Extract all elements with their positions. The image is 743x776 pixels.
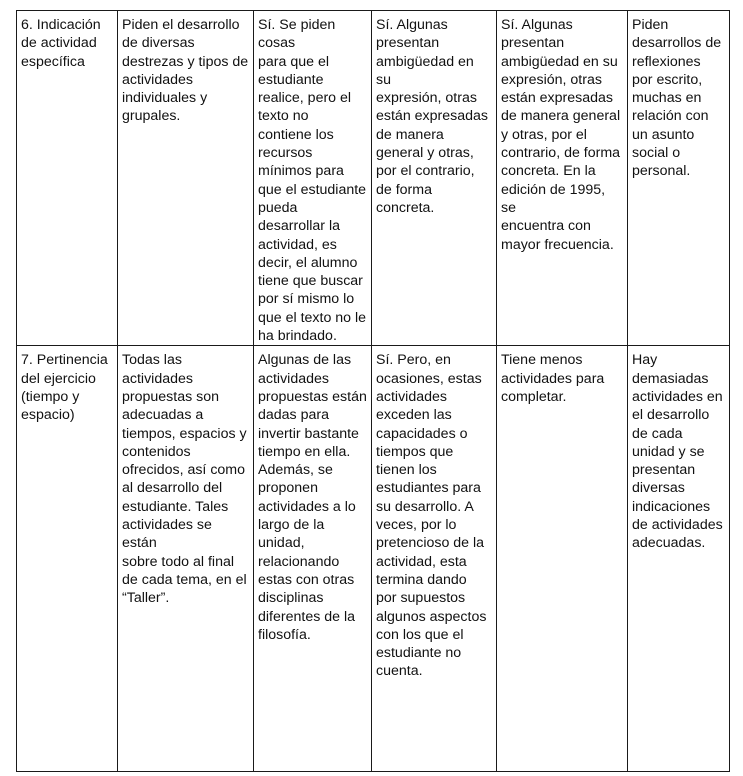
- table-cell: Algunas de las actividades propuestas están dadas para invertir bastante tiempo en ella. Además, se proponen actividades a lo largo de la unidad, relacionando estas con otras disciplinas diferentes de la filosofía.: [254, 346, 372, 772]
- table-cell: Piden desarrollos de reflexiones por escrito, muchas en relación con un asunto social o personal.: [628, 11, 730, 346]
- table-cell: Sí. Algunas presentan ambigüedad en su expresión, otras están expresadas de manera general y otras, por el contrario, de forma concreta. En la edición de 1995, se encuentra con mayor frecuencia.: [497, 11, 628, 346]
- table-cell: Piden el desarrollo de diversas destrezas y tipos de actividades individuales y grupales.: [118, 11, 254, 346]
- evaluation-table: [16, 10, 730, 772]
- table-row: [17, 346, 730, 772]
- table-cell: Hay demasiadas actividades en el desarrollo de cada unidad y se presentan diversas indicaciones de actividades adecuadas.: [628, 346, 730, 772]
- table-cell: Todas las actividades propuestas son adecuadas a tiempos, espacios y contenidos ofrecidos, así como al desarrollo del estudiante. Tales actividades se están sobre todo al final de cada tema, en el “Taller”.: [118, 346, 254, 772]
- criterion-cell: 7. Pertinencia del ejercicio (tiempo y espacio): [17, 346, 118, 772]
- table-cell: Tiene menos actividades para completar.: [497, 346, 628, 772]
- table-cell: Sí. Algunas presentan ambigüedad en su expresión, otras están expresadas de manera general y otras, por el contrario, de forma concreta.: [372, 11, 497, 346]
- criterion-cell: 6. Indicación de actividad específica: [17, 11, 118, 346]
- table-cell: Sí. Pero, en ocasiones, estas actividades exceden las capacidades o tiempos que tienen los estudiantes para su desarrollo. A veces, por lo pretencioso de la actividad, esta termina dando por supuestos algunos aspectos con los que el estudiante no cuenta.: [372, 346, 497, 772]
- table-row: [17, 11, 730, 346]
- table-cell: Sí. Se piden cosas para que el estudiante realice, pero el texto no contiene los recursos mínimos para que el estudiante pueda desarrollar la actividad, es decir, el alumno tiene que buscar por sí mismo lo que el texto no le ha brindado.: [254, 11, 372, 346]
